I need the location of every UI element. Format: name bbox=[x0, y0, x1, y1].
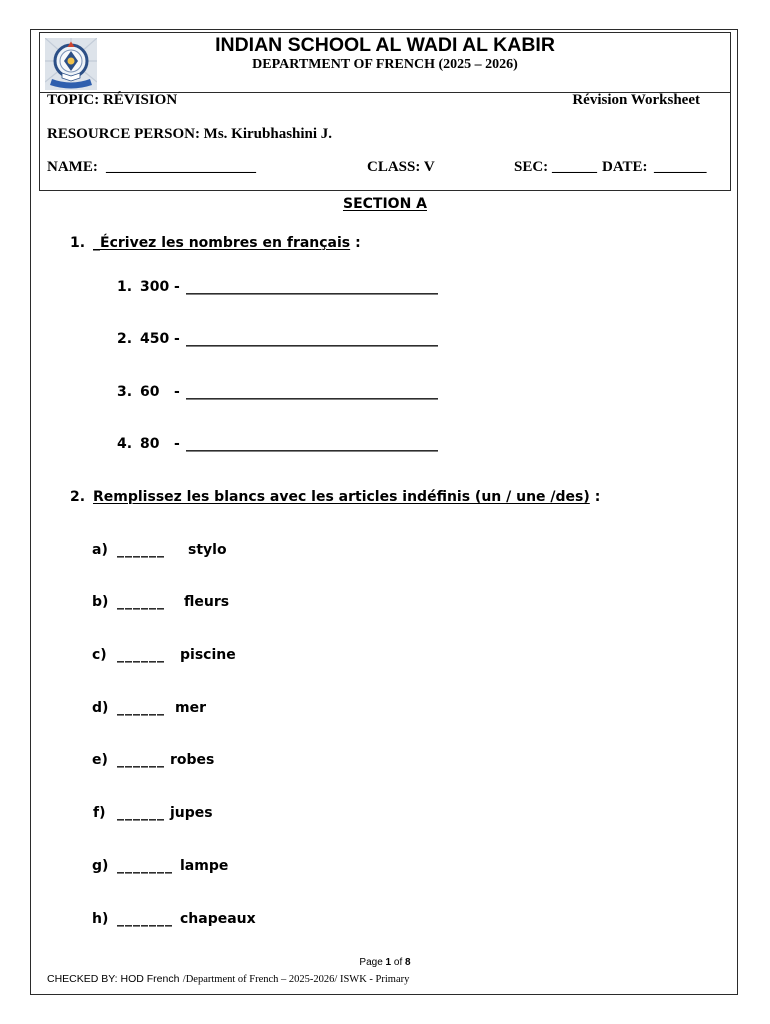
item-marker: d) bbox=[92, 700, 109, 716]
number-item bbox=[0, 383, 770, 401]
question-prompt: _Écrivez les nombres en français bbox=[93, 235, 351, 251]
number-item bbox=[0, 435, 770, 453]
item-word: robes bbox=[170, 752, 215, 768]
answer-blank: ______ bbox=[117, 542, 165, 558]
item-word: mer bbox=[175, 700, 206, 716]
article-item bbox=[0, 541, 770, 559]
item-marker: g) bbox=[92, 858, 109, 874]
item-number-value: 450 bbox=[140, 331, 170, 347]
item-marker: f) bbox=[93, 805, 106, 821]
item-marker: c) bbox=[92, 647, 107, 663]
item-word: lampe bbox=[180, 858, 229, 874]
department-title: DEPARTMENT OF FRENCH (2025 – 2026) bbox=[252, 57, 518, 72]
article-item bbox=[0, 910, 770, 928]
topic-label: TOPIC: RÉVISION bbox=[47, 92, 178, 108]
sec-label: SEC: bbox=[514, 159, 549, 175]
answer-blank: ______ bbox=[117, 752, 165, 768]
item-number-value: 80 bbox=[140, 436, 160, 452]
item-word: fleurs bbox=[184, 594, 230, 610]
item-marker: e) bbox=[92, 752, 108, 768]
article-item bbox=[0, 804, 770, 822]
article-item bbox=[0, 857, 770, 875]
answer-blank: ______ bbox=[117, 594, 165, 610]
answer-blank: ____________________________________ bbox=[186, 279, 438, 295]
item-number-value: 60 bbox=[140, 384, 160, 400]
item-dash: - bbox=[174, 279, 180, 295]
question-number: 1. bbox=[70, 235, 86, 251]
answer-blank: ____________________________________ bbox=[186, 436, 438, 452]
checked-by: CHECKED BY: HOD French bbox=[47, 973, 180, 985]
question-suffix: : bbox=[594, 489, 601, 505]
item-marker: 1. bbox=[117, 279, 133, 295]
checked-by-detail: /Department of French – 2025-2026/ ISWK - Primary bbox=[182, 974, 410, 985]
item-marker: a) bbox=[92, 542, 108, 558]
answer-blank: ______ bbox=[117, 647, 165, 663]
page-total: 8 bbox=[405, 957, 411, 968]
class-label: CLASS: V bbox=[367, 159, 435, 175]
student-info-row bbox=[0, 159, 770, 176]
answer-blank: ______ bbox=[117, 700, 165, 716]
question-prompt: Remplissez les blancs avec les articles indéfinis (un / une /des) bbox=[93, 489, 590, 505]
item-marker: b) bbox=[92, 594, 109, 610]
item-marker: 2. bbox=[117, 331, 133, 347]
item-marker: 4. bbox=[117, 436, 133, 452]
item-dash: - bbox=[174, 384, 180, 400]
date-label: DATE: bbox=[602, 159, 648, 175]
item-dash: - bbox=[174, 436, 180, 452]
name-blank: ____________________ bbox=[106, 159, 256, 175]
page-number bbox=[0, 957, 770, 969]
question-number: 2. bbox=[70, 489, 86, 505]
answer-blank: ____________________________________ bbox=[186, 384, 438, 400]
item-word: stylo bbox=[188, 542, 227, 558]
number-item bbox=[0, 278, 770, 296]
item-dash: - bbox=[174, 331, 180, 347]
checked-by-line bbox=[47, 973, 409, 986]
date-blank: _______ bbox=[654, 159, 707, 175]
question-1-heading bbox=[70, 234, 361, 252]
article-item bbox=[0, 593, 770, 611]
item-number-value: 300 bbox=[140, 279, 170, 295]
resource-person: RESOURCE PERSON: Ms. Kirubhashini J. bbox=[47, 126, 333, 142]
school-name: INDIAN SCHOOL AL WADI AL KABIR bbox=[215, 34, 555, 56]
page-of: of bbox=[393, 957, 403, 968]
number-item bbox=[0, 330, 770, 348]
answer-blank: _______ bbox=[117, 858, 173, 874]
page-label: Page bbox=[359, 957, 383, 968]
answer-blank: ______ bbox=[117, 805, 165, 821]
item-word: jupes bbox=[170, 805, 213, 821]
item-word: chapeaux bbox=[180, 911, 256, 927]
worksheet-title: Révision Worksheet bbox=[572, 92, 700, 108]
name-label: NAME: bbox=[47, 159, 98, 175]
answer-blank: _______ bbox=[117, 911, 173, 927]
page-current: 1 bbox=[385, 957, 392, 968]
section-title: SECTION A bbox=[342, 196, 427, 212]
question-suffix: : bbox=[355, 235, 361, 251]
article-item bbox=[0, 751, 770, 769]
article-item bbox=[0, 646, 770, 664]
item-word: piscine bbox=[180, 647, 236, 663]
sec-blank: ______ bbox=[552, 159, 597, 175]
question-2-heading bbox=[70, 488, 600, 506]
item-marker: 3. bbox=[117, 384, 133, 400]
article-item bbox=[0, 699, 770, 717]
item-marker: h) bbox=[92, 911, 109, 927]
answer-blank: ____________________________________ bbox=[186, 331, 438, 347]
